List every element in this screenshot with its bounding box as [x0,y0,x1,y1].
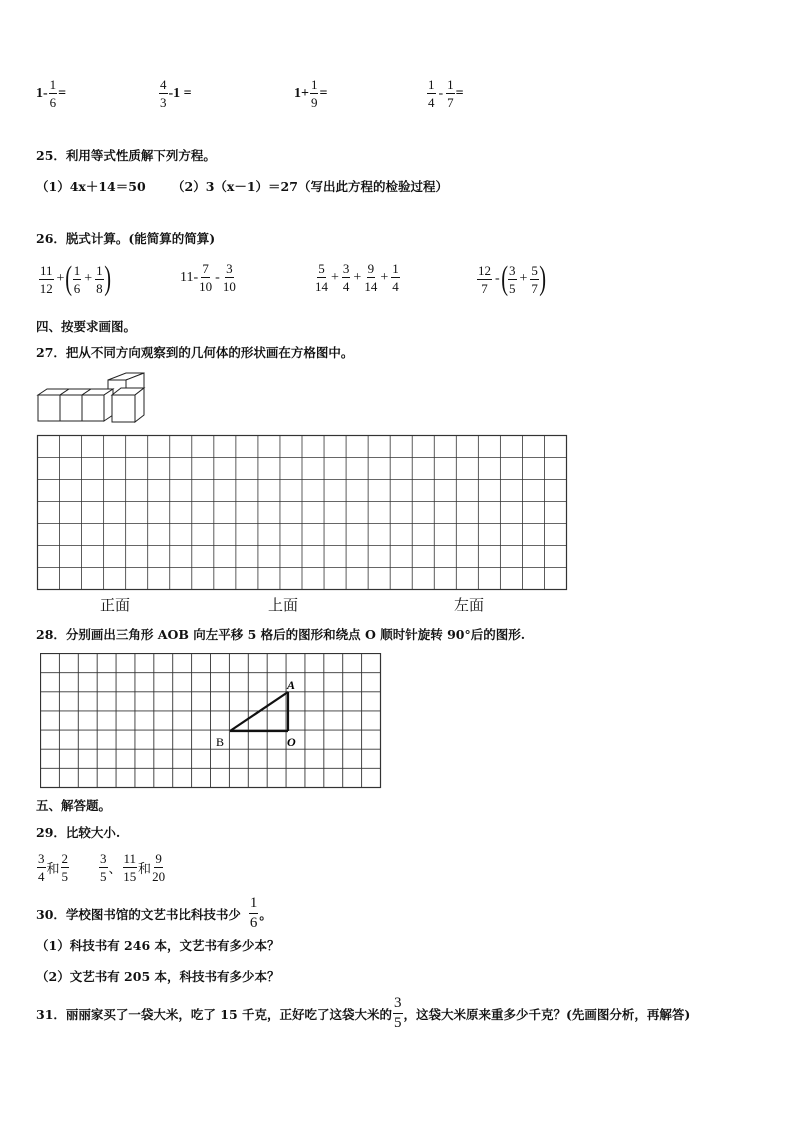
q27-title: 27．把从不同方向观察到的几何体的形状画在方格图中。 [36,345,354,360]
fraction: $\frac{1}{6}$ [73,262,81,296]
fraction: $\frac{4}{3}$ [160,77,167,110]
fraction: $\frac{1}{7}$ [447,77,454,110]
expr-2: $\frac{4}{3}$ -1 = [160,77,192,110]
expr-1: 1- $\frac{1}{6}$ = [36,77,67,110]
triangle-side-ab [230,692,288,731]
fraction: $\frac{3}{10}$ [222,261,236,294]
fraction: $\frac{1}{9}$ [310,77,318,110]
cube-solid-figure [36,370,162,426]
fraction: $\frac{11}{12}$ [39,262,53,296]
q26-expr-2: 11- $\frac{7}{10}$ - $\frac{3}{10}$ [180,261,236,294]
fraction: $\frac{3}{4}$ [38,851,45,884]
label-top-view: 上面 [268,598,299,614]
fraction: $\frac{1}{6}$ [249,895,258,931]
fraction: $\frac{9}{20}$ [152,851,166,884]
expr-3: 1+ $\frac{1}{9}$ = [294,77,328,110]
q29-compare-1: $\frac{3}{4}$ 和 $\frac{2}{5}$ [38,851,69,884]
fraction: $\frac{3}{5}$ [394,995,402,1031]
q31-text: 31．丽丽家买了一袋大米，吃了 15 千克，正好吃了这袋大米的 $\frac{3}{5}$ ，这袋大米原来重多少千克？(先画图分析，再解答) [36,995,691,1031]
q26-expr-1: $\frac{11}{12}$ + ( $\frac{1}{6}$ + $\frac{1}{8}$ ) [39,260,111,297]
q27-drawing-grid[interactable] [36,434,568,592]
q30-part2: （2）文艺书有 205 本，科技书有多少本？ [36,969,280,984]
q26-title: 26．脱式计算。(能简算的简算) [36,231,216,246]
expr-4: $\frac{1}{4}$ - $\frac{1}{7}$ = [428,77,464,110]
fraction: $\frac{9}{14}$ [364,261,378,294]
fraction: $\frac{5}{7}$ [531,262,538,296]
fraction: $\frac{1}{4}$ [392,261,399,294]
q29-title: 29．比较大小. [36,825,121,840]
q30-part1: （1）科技书有 246 本，文艺书有多少本？ [36,938,280,953]
fraction: $\frac{1}{8}$ [96,262,103,296]
label-left-view: 左面 [454,598,485,614]
q28-title: 28．分别画出三角形 AOB 向左平移 5 格后的图形和绕点 O 顺时针旋转 90°后的图形. [36,627,526,642]
fraction: $\frac{3}{5}$ [509,262,516,296]
q25-part2: （2）3（x－1）＝27（写出此方程的检验过程） [172,179,448,194]
fraction: $\frac{3}{5}$ [100,851,107,884]
fraction: $\frac{2}{5}$ [61,851,69,884]
q26-expr-4: $\frac{12}{7}$ - ( $\frac{3}{5}$ + $\frac{5}{7}$ ) [478,260,546,297]
q30-title: 30．学校图书馆的文艺书比科技书少 $\frac{1}{6}$ 。 [36,895,272,931]
fraction: $\frac{1}{6}$ [49,77,57,110]
label-front-view: 正面 [100,598,131,614]
q25-title: 25．利用等式性质解下列方程。 [36,148,216,163]
fraction: $\frac{7}{10}$ [199,261,213,294]
q28-grid-figure[interactable] [40,653,382,789]
fraction: $\frac{5}{14}$ [315,261,328,294]
section-4-heading: 四、按要求画图。 [36,319,137,334]
q26-expr-3: $\frac{5}{14}$ + $\frac{3}{4}$ + $\frac{9}{14}$ + $\frac{1}{4}$ [315,261,399,294]
fraction: $\frac{1}{4}$ [428,77,435,110]
fraction: $\frac{12}{7}$ [478,262,491,296]
fraction: $\frac{3}{4}$ [342,261,350,294]
fraction: $\frac{11}{15}$ [123,851,137,884]
point-b-label: B [216,735,225,749]
q29-compare-2: $\frac{3}{5}$ 、 $\frac{11}{15}$ 和 $\frac{9}{20}$ [100,851,166,884]
section-5-heading: 五、解答题。 [36,798,112,813]
point-o-label: O [287,735,296,749]
point-a-label: A [287,678,296,692]
q25-part1: （1）4x＋14＝50 [36,179,146,194]
